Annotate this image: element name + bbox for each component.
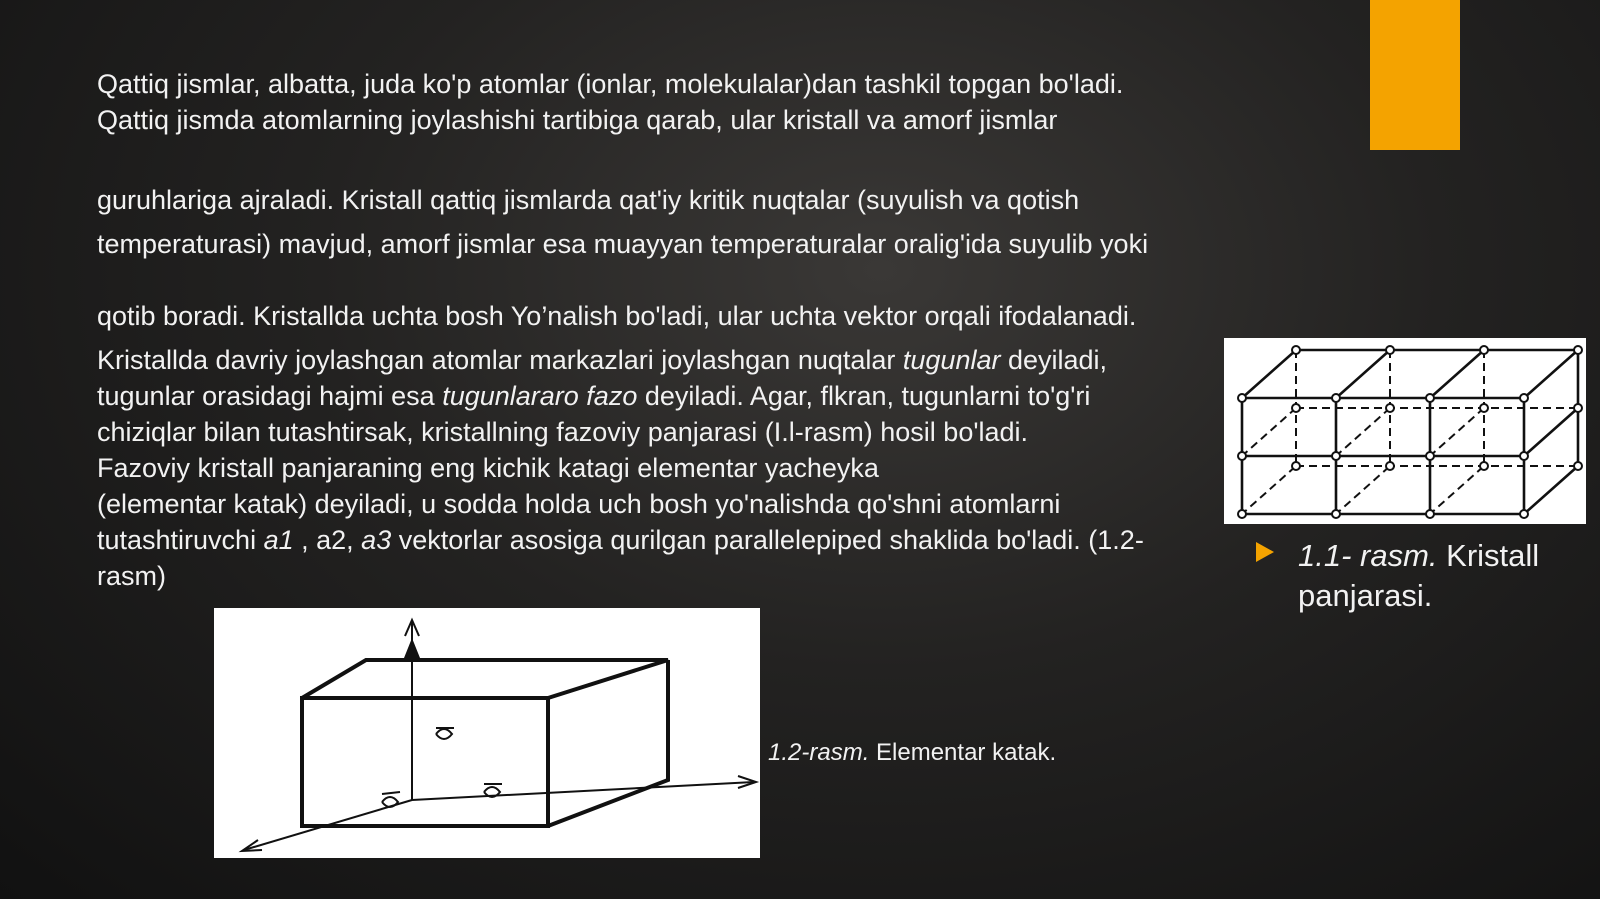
- text-line: , a2,: [293, 525, 362, 555]
- text-line: chiziqlar bilan tutashtirsak, kristallning fazoviy panjarasi (I.l-rasm) hosil bo'ladi.: [97, 417, 1029, 447]
- paragraph-4: [97, 342, 1144, 594]
- text-line: temperaturasi) mavjud, amorf jismlar esa muayyan temperaturalar oralig'ida suyulib yoki: [97, 229, 1149, 259]
- text-line: tugunlar orasidagi hajmi esa: [97, 381, 443, 411]
- text-line: tutashtiruvchi: [97, 525, 264, 555]
- elementary-cell-figure: [214, 608, 760, 858]
- text-line: vektorlar asosiga qurilgan parallelepiped shaklida bo'ladi. (1.2-: [391, 525, 1144, 555]
- text-line: Qattiq jismda atomlarning joylashishi tartibiga qarab, ular kristall va amorf jismlar: [97, 105, 1058, 135]
- paragraph-2: [97, 178, 1148, 266]
- figure-1-caption: [1298, 536, 1539, 616]
- arrow-bullet-icon: [1256, 542, 1274, 562]
- accent-bar: [1370, 0, 1460, 150]
- figure-2-caption: [768, 739, 1056, 767]
- text-line: Qattiq jismlar, albatta, juda ko'p atomlar (ionlar, molekulalar)dan tashkil topgan bo'ladi.: [97, 69, 1124, 99]
- caption-label: 1.2-rasm.: [768, 739, 870, 766]
- text-line: Fazoviy kristall panjaraning eng kichik katagi elementar yacheyka: [97, 453, 879, 483]
- text-line: Kristallda davriy joylashgan atomlar markazlari joylashgan nuqtalar: [97, 345, 903, 375]
- caption-text: Kristall: [1437, 538, 1540, 573]
- term-tugunlararo-fazo: tugunlararo fazo: [442, 381, 638, 411]
- paragraph-1: [97, 66, 1123, 138]
- term-tugunlar: tugunlar: [902, 345, 1001, 375]
- caption-label: 1.1- rasm.: [1298, 538, 1438, 573]
- text-line: rasm): [97, 561, 166, 591]
- crystal-lattice-figure: [1224, 338, 1586, 524]
- paragraph-3: [97, 298, 1136, 334]
- caption-text: panjarasi.: [1298, 578, 1433, 613]
- text-line: qotib boradi. Kristallda uchta bosh Yo’nalish bo'ladi, ular uchta vektor orqali ifodalanadi.: [97, 301, 1137, 331]
- text-line: deyiladi. Agar, flkran, tugunlarni to'g'ri: [637, 381, 1091, 411]
- vector-a1: a1: [263, 525, 294, 555]
- vector-a3: a3: [361, 525, 392, 555]
- text-line: deyiladi,: [1000, 345, 1108, 375]
- caption-text: Elementar katak.: [869, 739, 1057, 766]
- text-line: (elementar katak) deyiladi, u sodda holda uch bosh yo'nalishda qo'shni atomlarni: [97, 489, 1061, 519]
- text-line: guruhlariga ajraladi. Kristall qattiq jismlarda qat'iy kritik nuqtalar (suyulish va qotish: [97, 185, 1080, 215]
